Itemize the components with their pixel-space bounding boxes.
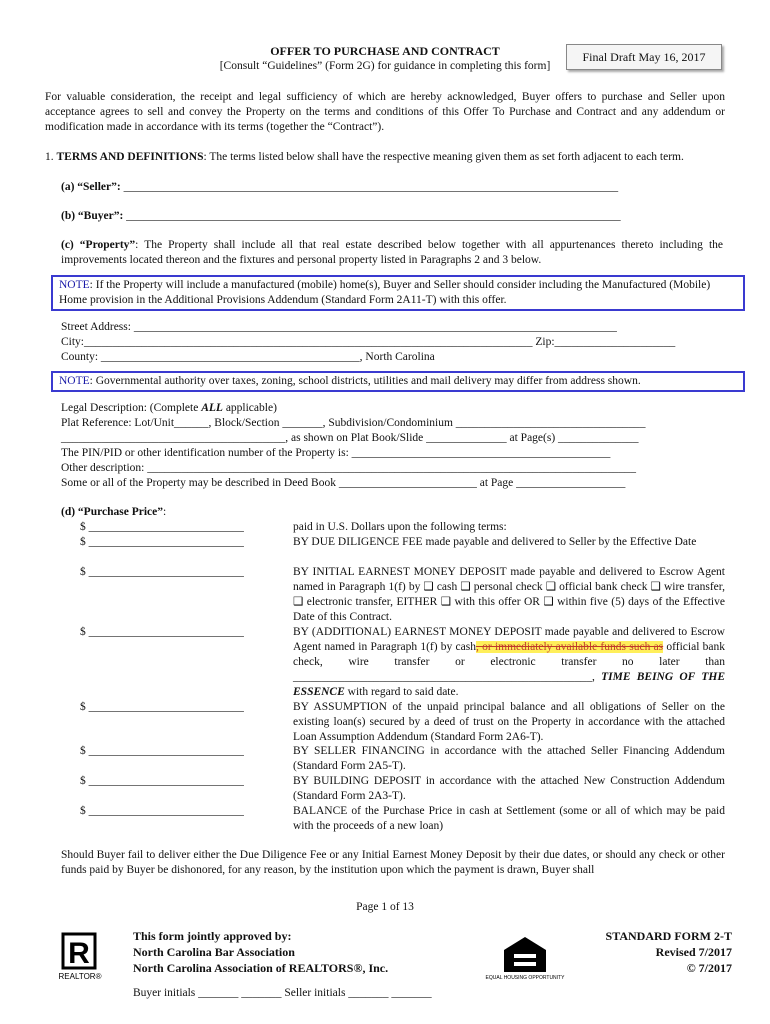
pp-seller-financing: BY SELLER FINANCING in accordance with the attached Seller Financing Addendum (Standard Form 2A5-T). — [293, 745, 725, 772]
purchase-price-colon: : — [162, 506, 167, 518]
section-heading: TERMS AND DEFINITIONS — [56, 151, 204, 163]
section-1-heading — [45, 150, 725, 165]
legal-desc-all: ALL — [201, 402, 223, 414]
county-field[interactable]: County: _____________________________________________, North Carolina — [61, 351, 435, 363]
deed-book-field[interactable]: Some or all of the Property may be described in Deed Book ________________________ at Page ___________________ — [61, 477, 626, 489]
initials-line[interactable]: Buyer initials _______ _______ Seller initials _______ _______ — [133, 987, 432, 999]
note-governmental-authority — [51, 371, 745, 392]
amount-due-diligence[interactable]: $ ___________________________ — [80, 536, 244, 548]
form-number: STANDARD FORM 2-T — [605, 929, 732, 943]
amount-balance[interactable]: $ ___________________________ — [80, 805, 244, 817]
struck-text: , or immediately available funds such as — [476, 641, 664, 653]
form-title: OFFER TO PURCHASE AND CONTRACT — [270, 44, 500, 58]
form-copyright: © 7/2017 — [686, 961, 732, 975]
closing-paragraph: Should Buyer fail to deliver either the Due Diligence Fee or any Initial Earnest Money Deposit by their due dates, or should any check or other funds paid by Buyer be dishonored, for any reason, by the institution upon which the payment is drawn, Buyer shall — [61, 849, 725, 876]
time-essence: TIME BEING OF THE ESSENCE — [293, 671, 726, 698]
form-subtitle: [Consult “Guidelines” (Form 2G) for guidance in completing this form] — [219, 60, 551, 72]
seller-label: (a) “Seller”: — [61, 181, 124, 193]
additional-earnest-text: BY (ADDITIONAL) EARNEST MONEY DEPOSIT made payable and delivered to Escrow Agent named in Paragraph 1(f) by cash — [293, 626, 725, 653]
note-label: NOTE — [59, 279, 90, 291]
draft-badge: Final Draft May 16, 2017 — [566, 44, 722, 70]
pp-terms: paid in U.S. Dollars upon the following terms: — [293, 521, 507, 533]
additional-earnest-text-2: official bank check, wire transfer or electronic transfer no later than ____________________________________________________, — [293, 641, 726, 683]
buyer-line[interactable]: ______________________________________________________________________________________ — [126, 210, 621, 222]
equal-housing-icon — [485, 934, 565, 984]
section-heading-text: : The terms listed below shall have the respective meaning given them as set forth adjacent to each term. — [203, 151, 684, 163]
approval-line-2: North Carolina Bar Association — [133, 945, 295, 959]
svg-text:R: R — [68, 937, 90, 970]
note-text: : If the Property will include a manufactured (mobile) home(s), Buyer and Seller should consider including the Manufactured (Mobile) Home provision in the Additional Provisions Addendum (Standard Form 2A11-T) with this offer. — [59, 279, 711, 306]
section-number: 1. — [45, 151, 57, 163]
pp-additional-earnest — [293, 625, 725, 700]
buyer-field[interactable] — [61, 209, 723, 224]
pp-building-deposit: BY BUILDING DEPOSIT in accordance with the attached New Construction Addendum (Standard Form 2A3-T). — [293, 775, 725, 802]
seller-field[interactable] — [61, 180, 723, 195]
purchase-price-label — [61, 505, 723, 520]
pin-field[interactable]: The PIN/PID or other identification number of the Property is: _____________________________________________ — [61, 447, 611, 459]
amount-initial-earnest[interactable]: $ ___________________________ — [80, 566, 244, 578]
form-id-block — [560, 928, 732, 976]
legal-desc-text: Legal Description: (Complete — [61, 402, 202, 414]
amount-seller-financing[interactable]: $ ___________________________ — [80, 745, 244, 757]
approval-block — [133, 928, 388, 976]
amount-total[interactable]: $ ___________________________ — [80, 521, 244, 533]
pp-balance: BALANCE of the Purchase Price in cash at Settlement (some or all of which may be paid with the proceeds of a new loan) — [293, 805, 725, 832]
additional-earnest-text-3: with regard to said date. — [344, 686, 459, 698]
note-text: : Governmental authority over taxes, zoning, school districts, utilities and mail delivery may differ from address shown. — [89, 375, 641, 387]
approval-line-3: North Carolina Association of REALTORS®, Inc. — [133, 961, 389, 975]
svg-text:REALTOR®: REALTOR® — [58, 972, 102, 981]
pp-initial-earnest: BY INITIAL EARNEST MONEY DEPOSIT made payable and delivered to Escrow Agent named in Paragraph 1(f) by ❑ cash ❑ personal check ❑ official bank check ❑ wire transfer, ❑ electronic transfer, EITHER ❑ with this offer OR ❑ within five (5) days of the Effective Date of this Contract. — [293, 566, 725, 623]
seller-line[interactable]: ______________________________________________________________________________________ — [123, 181, 619, 193]
street-address-field[interactable]: Street Address: ____________________________________________________________________________________ — [61, 321, 617, 333]
realtor-logo — [60, 934, 102, 982]
amount-additional-earnest[interactable]: $ ___________________________ — [80, 626, 244, 638]
equal-housing-logo — [485, 934, 565, 984]
form-revised: Revised 7/2017 — [655, 945, 732, 959]
note-label: NOTE — [59, 375, 90, 387]
property-text: : The Property shall include all that real estate described below together with all appurtenances thereto including the improvements located thereon and the fixtures and personal property listed in Paragraphs 2 and 3 below. — [61, 239, 723, 266]
note-manufactured-home — [51, 275, 745, 311]
plat-reference-field[interactable]: Plat Reference: Lot/Unit______, Block/Section _______, Subdivision/Condominium _________________________________ — [61, 417, 646, 429]
other-description-field[interactable]: Other description: _____________________________________________________________________________________ — [61, 462, 636, 474]
plat-book-field[interactable]: _______________________________________, as shown on Plat Book/Slide ______________ at Page(s) ______________ — [61, 432, 639, 444]
svg-text:EQUAL HOUSING OPPORTUNITY: EQUAL HOUSING OPPORTUNITY — [485, 975, 565, 981]
approval-line-1: This form jointly approved by: — [133, 929, 292, 943]
buyer-label: (b) “Buyer”: — [61, 210, 127, 222]
amount-building-deposit[interactable]: $ ___________________________ — [80, 775, 244, 787]
purchase-price-title: (d) “Purchase Price” — [61, 506, 163, 518]
page-number: Page 1 of 13 — [356, 901, 414, 913]
property-definition — [61, 238, 723, 268]
legal-description-label — [61, 401, 723, 416]
city-zip-field[interactable]: City:______________________________________________________________________________ Zip:_____________________ — [61, 336, 676, 348]
realtor-r-icon — [60, 934, 102, 982]
pp-assumption: BY ASSUMPTION of the unpaid principal balance and all obligations of Seller on the existing loan(s) secured by a deed of trust on the Property in accordance with the attached Loan Assumption Addendum (Standard Form 2A6-T). — [293, 701, 725, 743]
legal-desc-text-end: applicable) — [222, 402, 277, 414]
pp-due-diligence: BY DUE DILIGENCE FEE made payable and delivered to Seller by the Effective Date — [293, 536, 697, 548]
amount-assumption[interactable]: $ ___________________________ — [80, 701, 244, 713]
intro-paragraph: For valuable consideration, the receipt and legal sufficiency of which are hereby acknowledged, Buyer offers to purchase and Seller upon acceptance agrees to sell and convey the Property on the terms and conditions of this Offer To Purchase and Contract and any addendum or modification made in accordance with its terms (together the “Contract”). — [45, 91, 725, 133]
property-label: (c) “Property” — [61, 239, 136, 251]
